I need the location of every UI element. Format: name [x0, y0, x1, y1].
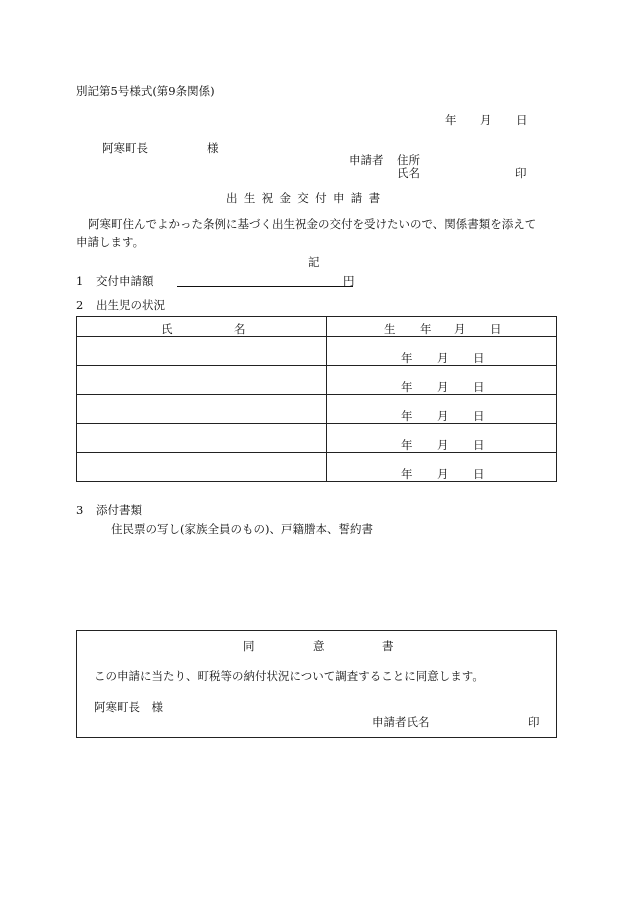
table-row: [77, 366, 557, 395]
birth-date-cell[interactable]: [327, 424, 557, 453]
birth-date-cell[interactable]: [327, 395, 557, 424]
header-name-2: 名: [234, 322, 246, 336]
row-month: 月: [437, 351, 449, 365]
row-day: 日: [473, 380, 485, 394]
item-2-label: 出生児の状況: [96, 298, 165, 312]
birth-date-cell[interactable]: [327, 337, 557, 366]
addressee-honorific: 様: [207, 141, 219, 155]
consent-title-2: 意: [313, 639, 325, 653]
row-month: 月: [437, 409, 449, 423]
consent-box: [76, 630, 557, 738]
row-year: 年: [401, 438, 413, 452]
form-reference: 別記第5号様式(第9条関係): [76, 84, 215, 98]
body-text-line2: 申請します。: [76, 235, 145, 249]
item-3-content: 住民票の写し(家族全員のもの)、戸籍謄本、誓約書: [111, 522, 373, 536]
date-year: 年: [445, 113, 457, 127]
ki-heading: 記: [308, 255, 320, 269]
consent-addressee: 阿寒町長 様: [94, 700, 163, 714]
birth-table: [76, 316, 557, 482]
row-month: 月: [437, 467, 449, 481]
address-label: 住所: [397, 153, 420, 167]
applicant-seal: 印: [515, 166, 527, 180]
item-1-label: 交付申請額: [96, 274, 154, 288]
date-month: 月: [480, 113, 492, 127]
item-3-label: 添付書類: [96, 503, 142, 517]
table-row: [77, 395, 557, 424]
item-1-number: 1: [76, 274, 84, 288]
applicant-label: 申請者: [349, 153, 384, 167]
body-text-line1: 阿寒町住んでよかった条例に基づく出生祝金の交付を受けたいので、関係書類を添えて: [88, 217, 537, 231]
header-name-1: 氏: [161, 322, 173, 336]
amount-underline: [177, 286, 353, 287]
item-1-unit: 円: [343, 274, 355, 288]
row-year: 年: [401, 351, 413, 365]
header-birth-4: 日: [490, 322, 502, 336]
row-year: 年: [401, 467, 413, 481]
birth-date-cell[interactable]: [327, 453, 557, 482]
row-day: 日: [473, 438, 485, 452]
consent-seal: 印: [528, 715, 540, 729]
name-cell[interactable]: [77, 337, 327, 366]
consent-title-1: 同: [243, 639, 255, 653]
header-birth-2: 年: [420, 322, 432, 336]
row-year: 年: [401, 409, 413, 423]
addressee-name: 阿寒町長: [102, 141, 148, 155]
header-birth-1: 生: [384, 322, 396, 336]
item-3-number: 3: [76, 503, 84, 517]
row-day: 日: [473, 467, 485, 481]
consent-text: この申請に当たり、町税等の納付状況について調査することに同意します。: [94, 669, 484, 683]
item-2-number: 2: [76, 298, 84, 312]
header-birth-3: 月: [454, 322, 466, 336]
birth-date-cell[interactable]: [327, 366, 557, 395]
name-cell[interactable]: [77, 424, 327, 453]
name-cell[interactable]: [77, 366, 327, 395]
row-day: 日: [473, 409, 485, 423]
name-cell[interactable]: [77, 395, 327, 424]
row-month: 月: [437, 380, 449, 394]
table-row: [77, 453, 557, 482]
applicant-name-label: 氏名: [397, 166, 420, 180]
row-year: 年: [401, 380, 413, 394]
name-cell[interactable]: [77, 453, 327, 482]
header-birth: [327, 317, 557, 337]
form-title: 出生祝金交付申請書: [226, 191, 387, 205]
table-row: [77, 424, 557, 453]
row-day: 日: [473, 351, 485, 365]
consent-applicant-label: 申請者氏名: [372, 715, 430, 729]
table-header-row: [77, 317, 557, 337]
consent-title-3: 書: [382, 639, 394, 653]
date-day: 日: [516, 113, 528, 127]
row-month: 月: [437, 438, 449, 452]
table-row: [77, 337, 557, 366]
header-name: [77, 317, 327, 337]
